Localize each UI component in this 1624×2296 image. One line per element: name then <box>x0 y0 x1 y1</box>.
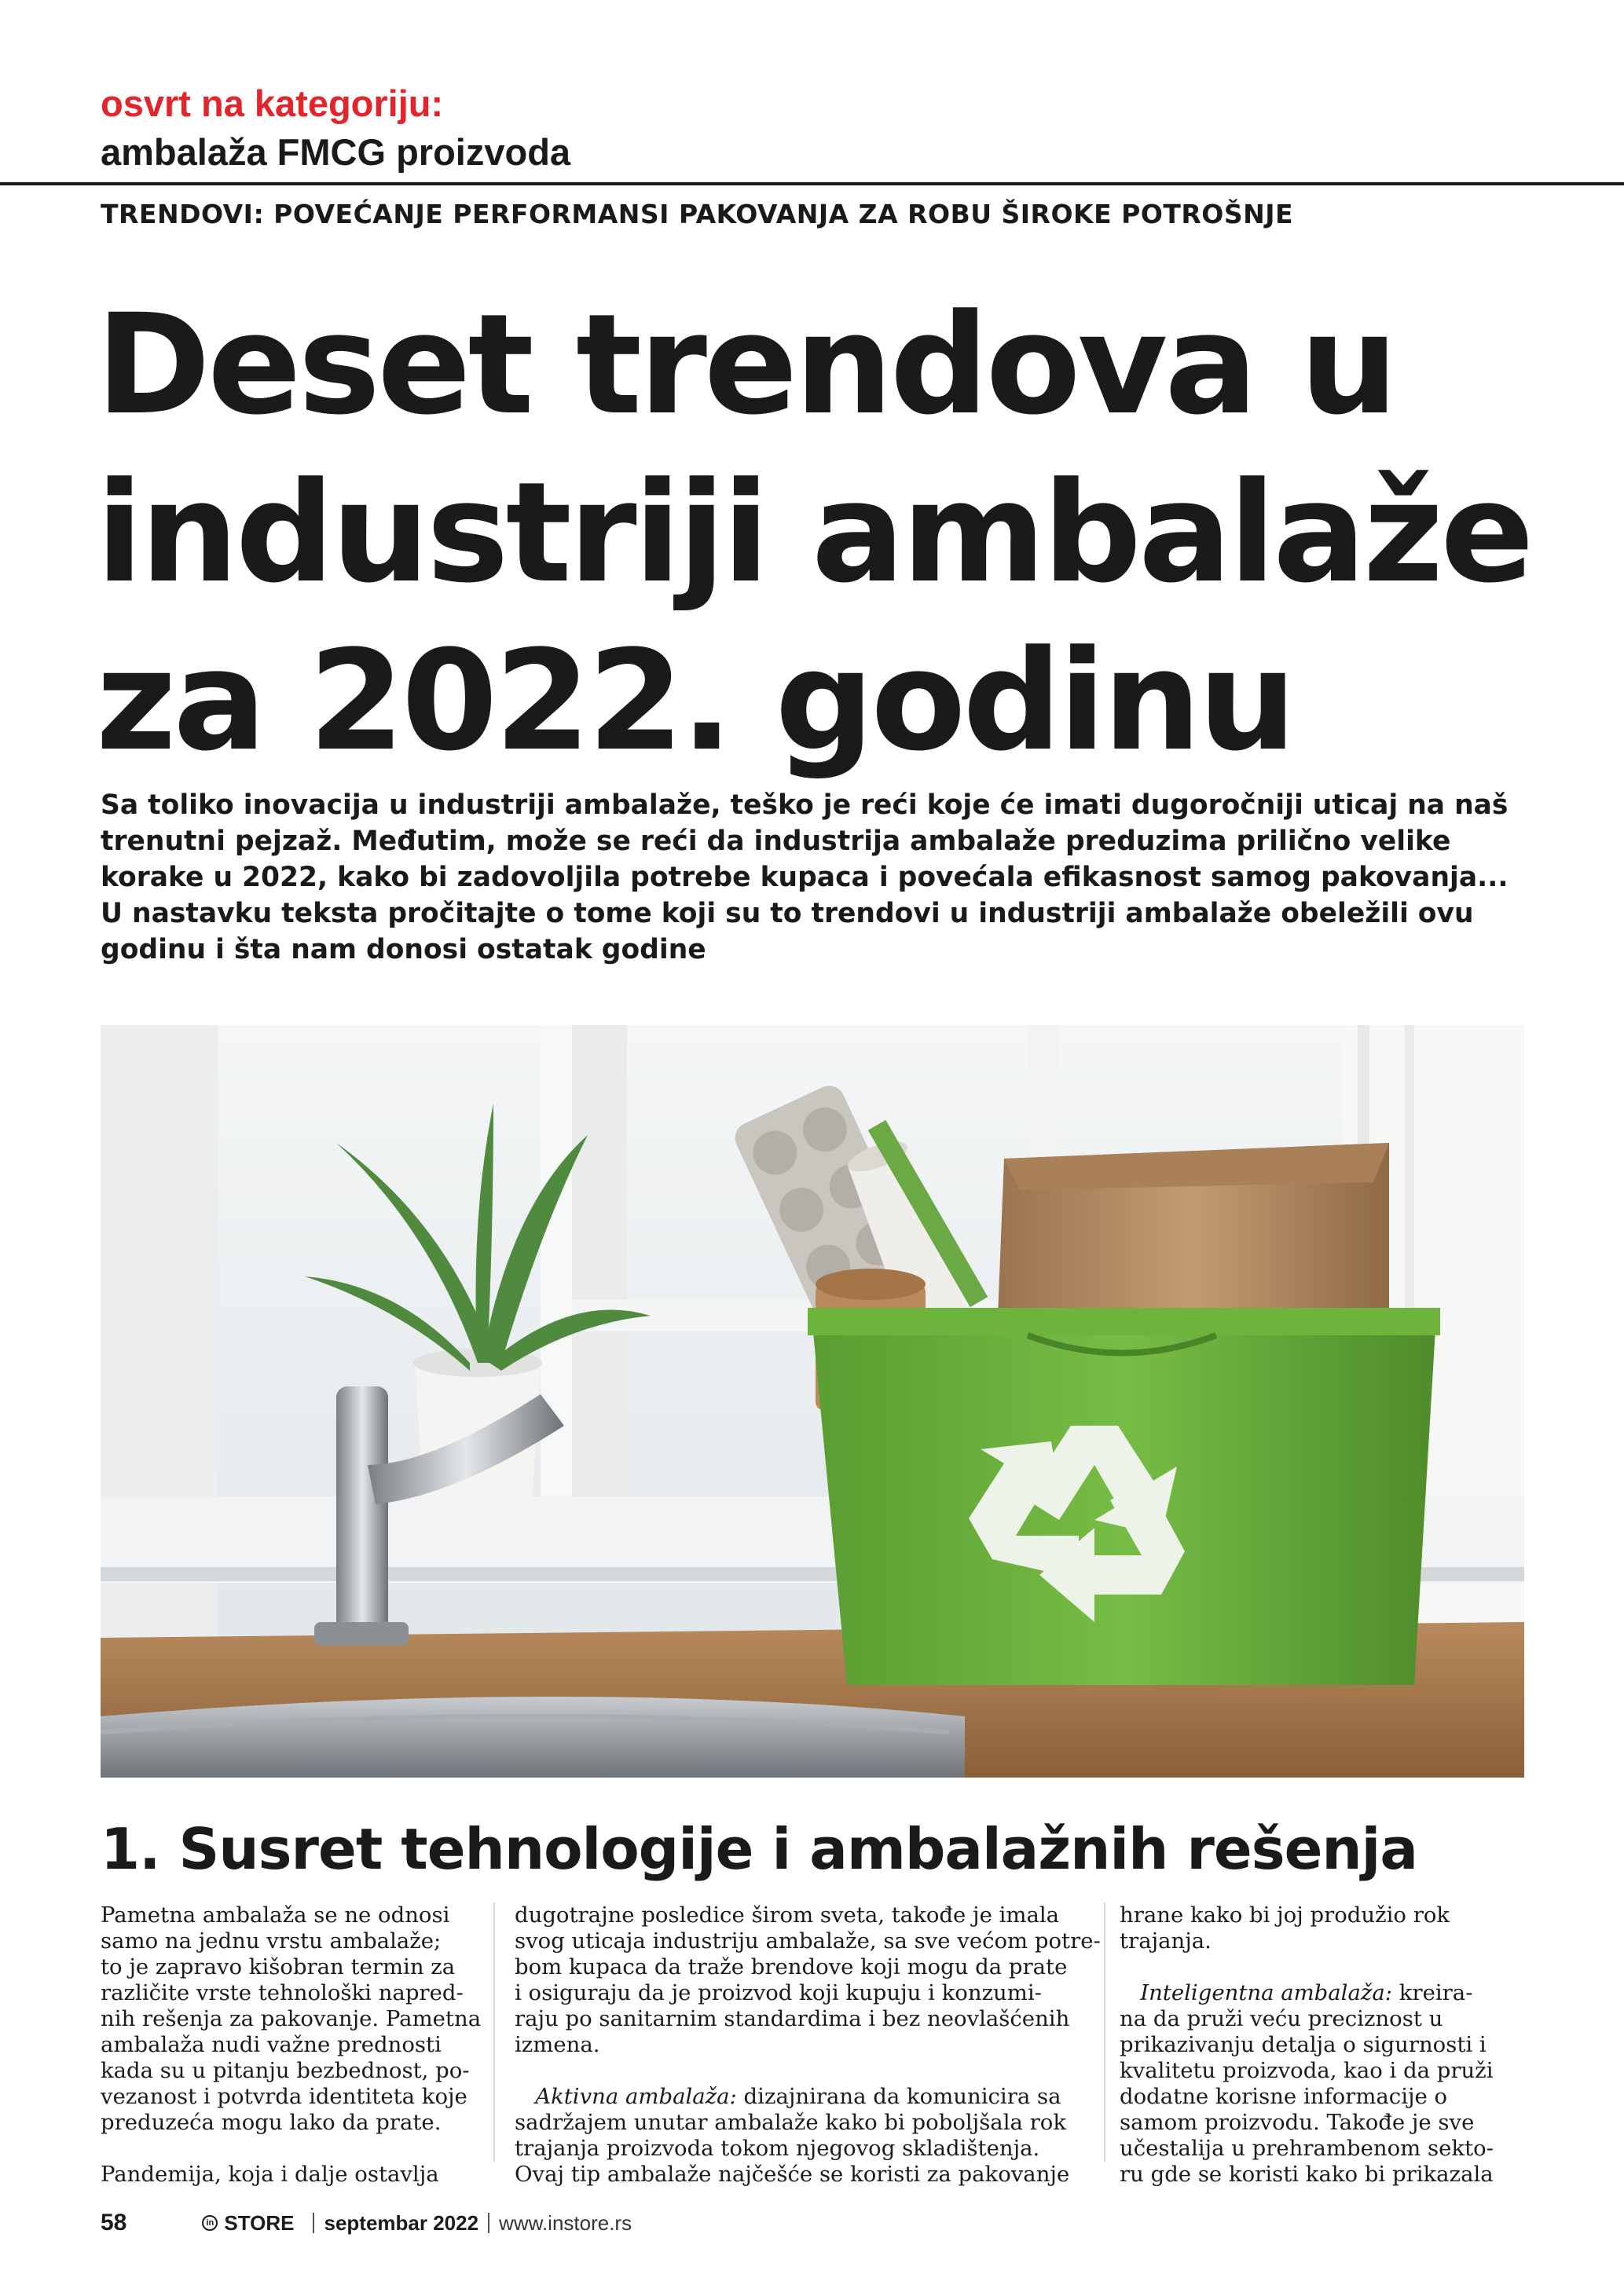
body-line: bom kupaca da traže brendove koji mogu da prate <box>515 1954 1068 1979</box>
logo-mark-icon: in <box>202 2215 218 2231</box>
footer-separator <box>488 2213 489 2233</box>
paragraph-gap <box>101 2136 478 2162</box>
body-line: ru gde se koristi kako bi prikazala <box>1120 2162 1494 2187</box>
footer-separator <box>313 2213 314 2233</box>
body-line: sadržajem unutar ambalaže kako bi poboljšala rok <box>515 2110 1067 2135</box>
body-line: učestalija u prehrambenom sekto- <box>1120 2136 1494 2161</box>
issue-date: septembar 2022 <box>324 2211 479 2235</box>
header-divider <box>0 182 1624 185</box>
page-number: 58 <box>101 2210 127 2236</box>
body-line: nih rešenja za pakovanje. Pametna <box>101 2006 482 2031</box>
article-column-1 <box>101 1902 482 2188</box>
body-line: i osiguraju da je proizvod koji kupuju i konzumi- <box>515 1980 1042 2005</box>
body-line: preduzeća mogu lako da prate. <box>101 2110 442 2135</box>
paragraph-gap <box>515 2058 1080 2084</box>
lead-line: godinu i šta nam donosi ostatak godine <box>101 934 706 965</box>
headline <box>96 281 1589 785</box>
recycle-bin-photo <box>101 1025 1524 1778</box>
column-divider <box>1104 1902 1105 2162</box>
body-line: prikazivanju detalja o sigurnosti i <box>1120 2032 1487 2057</box>
section-heading: 1. Susret tehnologije i ambalažnih rešenja <box>101 1816 1417 1882</box>
lead-line: U nastavku teksta pročitajte o tome koji su to trendovi u industriji ambalaže obeležili ovu <box>101 898 1474 929</box>
lead-line: trenutni pejzaž. Međutim, može se reći da industrija ambalaže preduzima prilično velike <box>101 826 1451 857</box>
body-text: kreira- <box>1392 1980 1473 2005</box>
article-column-2 <box>515 1902 1101 2188</box>
section-category: ambalaža FMCG proizvoda <box>101 131 571 173</box>
lead-paragraph <box>101 787 1546 968</box>
body-line: kada su u pitanju bezbednost, po- <box>101 2058 470 2083</box>
body-line: samo na jednu vrstu ambalaže; <box>101 1928 442 1954</box>
website-link[interactable]: www.instore.rs <box>499 2211 632 2235</box>
headline-line-3: za 2022. godinu <box>96 621 1294 782</box>
body-line: hrane kako bi joj produžio rok <box>1120 1902 1450 1928</box>
body-line: svog uticaja industriju ambalaže, sa sve većom potre- <box>515 1928 1101 1954</box>
headline-line-1: Deset trendova u <box>96 284 1395 445</box>
instore-logo <box>202 2207 294 2239</box>
lead-line: korake u 2022, kako bi zadovoljila potrebe kupaca i povećala efikasnost samog pakovanja... <box>101 862 1509 893</box>
body-line: na da pruži veću preciznost u <box>1120 2006 1443 2031</box>
body-line: različite vrste tehnološki napred- <box>101 1980 464 2005</box>
body-line: dodatne korisne informacije o <box>1120 2084 1448 2109</box>
paragraph-gap <box>1120 1954 1497 1980</box>
page-footer <box>101 2207 632 2239</box>
body-line: trajanja proizvoda tokom njegovog skladištenja. <box>515 2136 1040 2161</box>
body-line: to je zapravo kišobran termin za <box>101 1954 456 1979</box>
term-intelligent-packaging: Inteligentna ambalaža: <box>1140 1980 1393 2005</box>
body-line: raju po sanitarnim standardima i bez neovlašćenih <box>515 2006 1070 2031</box>
body-line <box>1120 1980 1497 2006</box>
body-line: samom proizvodu. Takođe je sve <box>1120 2110 1475 2135</box>
body-line: Pandemija, koja i dalje ostavlja <box>101 2162 439 2187</box>
body-line <box>515 2084 1080 2110</box>
article-column-3 <box>1120 1902 1497 2188</box>
lead-line: Sa toliko inovacija u industriji ambalaže, teško je reći koje će imati dugoročniji uticaj na naš <box>101 789 1509 821</box>
body-line: ambalaža nudi važne prednosti <box>101 2032 442 2057</box>
term-active-packaging: Aktivna ambalaža: <box>535 2084 737 2109</box>
body-line: vezanost i potvrda identiteta koje <box>101 2084 467 2109</box>
body-line: Pametna ambalaža se ne odnosi <box>101 1902 450 1928</box>
body-line: trajanja. <box>1120 1928 1212 1954</box>
body-text: dizajnirana da komunicira sa <box>736 2084 1061 2109</box>
column-divider <box>493 1902 495 2162</box>
body-line: izmena. <box>515 2032 600 2057</box>
body-line: kvalitetu proizvoda, kao i da pruži <box>1120 2058 1494 2083</box>
section-kicker: osvrt na kategoriju: <box>101 82 444 124</box>
body-line: Ovaj tip ambalaže najčešće se koristi za pakovanje <box>515 2162 1070 2187</box>
trend-label: TRENDOVI: POVEĆANJE PERFORMANSI PAKOVANJA ZA ROBU ŠIROKE POTROŠNJE <box>101 199 1294 229</box>
logo-text: STORE <box>224 2211 295 2235</box>
headline-line-2: industriji ambalaže <box>96 452 1531 613</box>
body-line: dugotrajne posledice širom sveta, takođe je imala <box>515 1902 1060 1928</box>
